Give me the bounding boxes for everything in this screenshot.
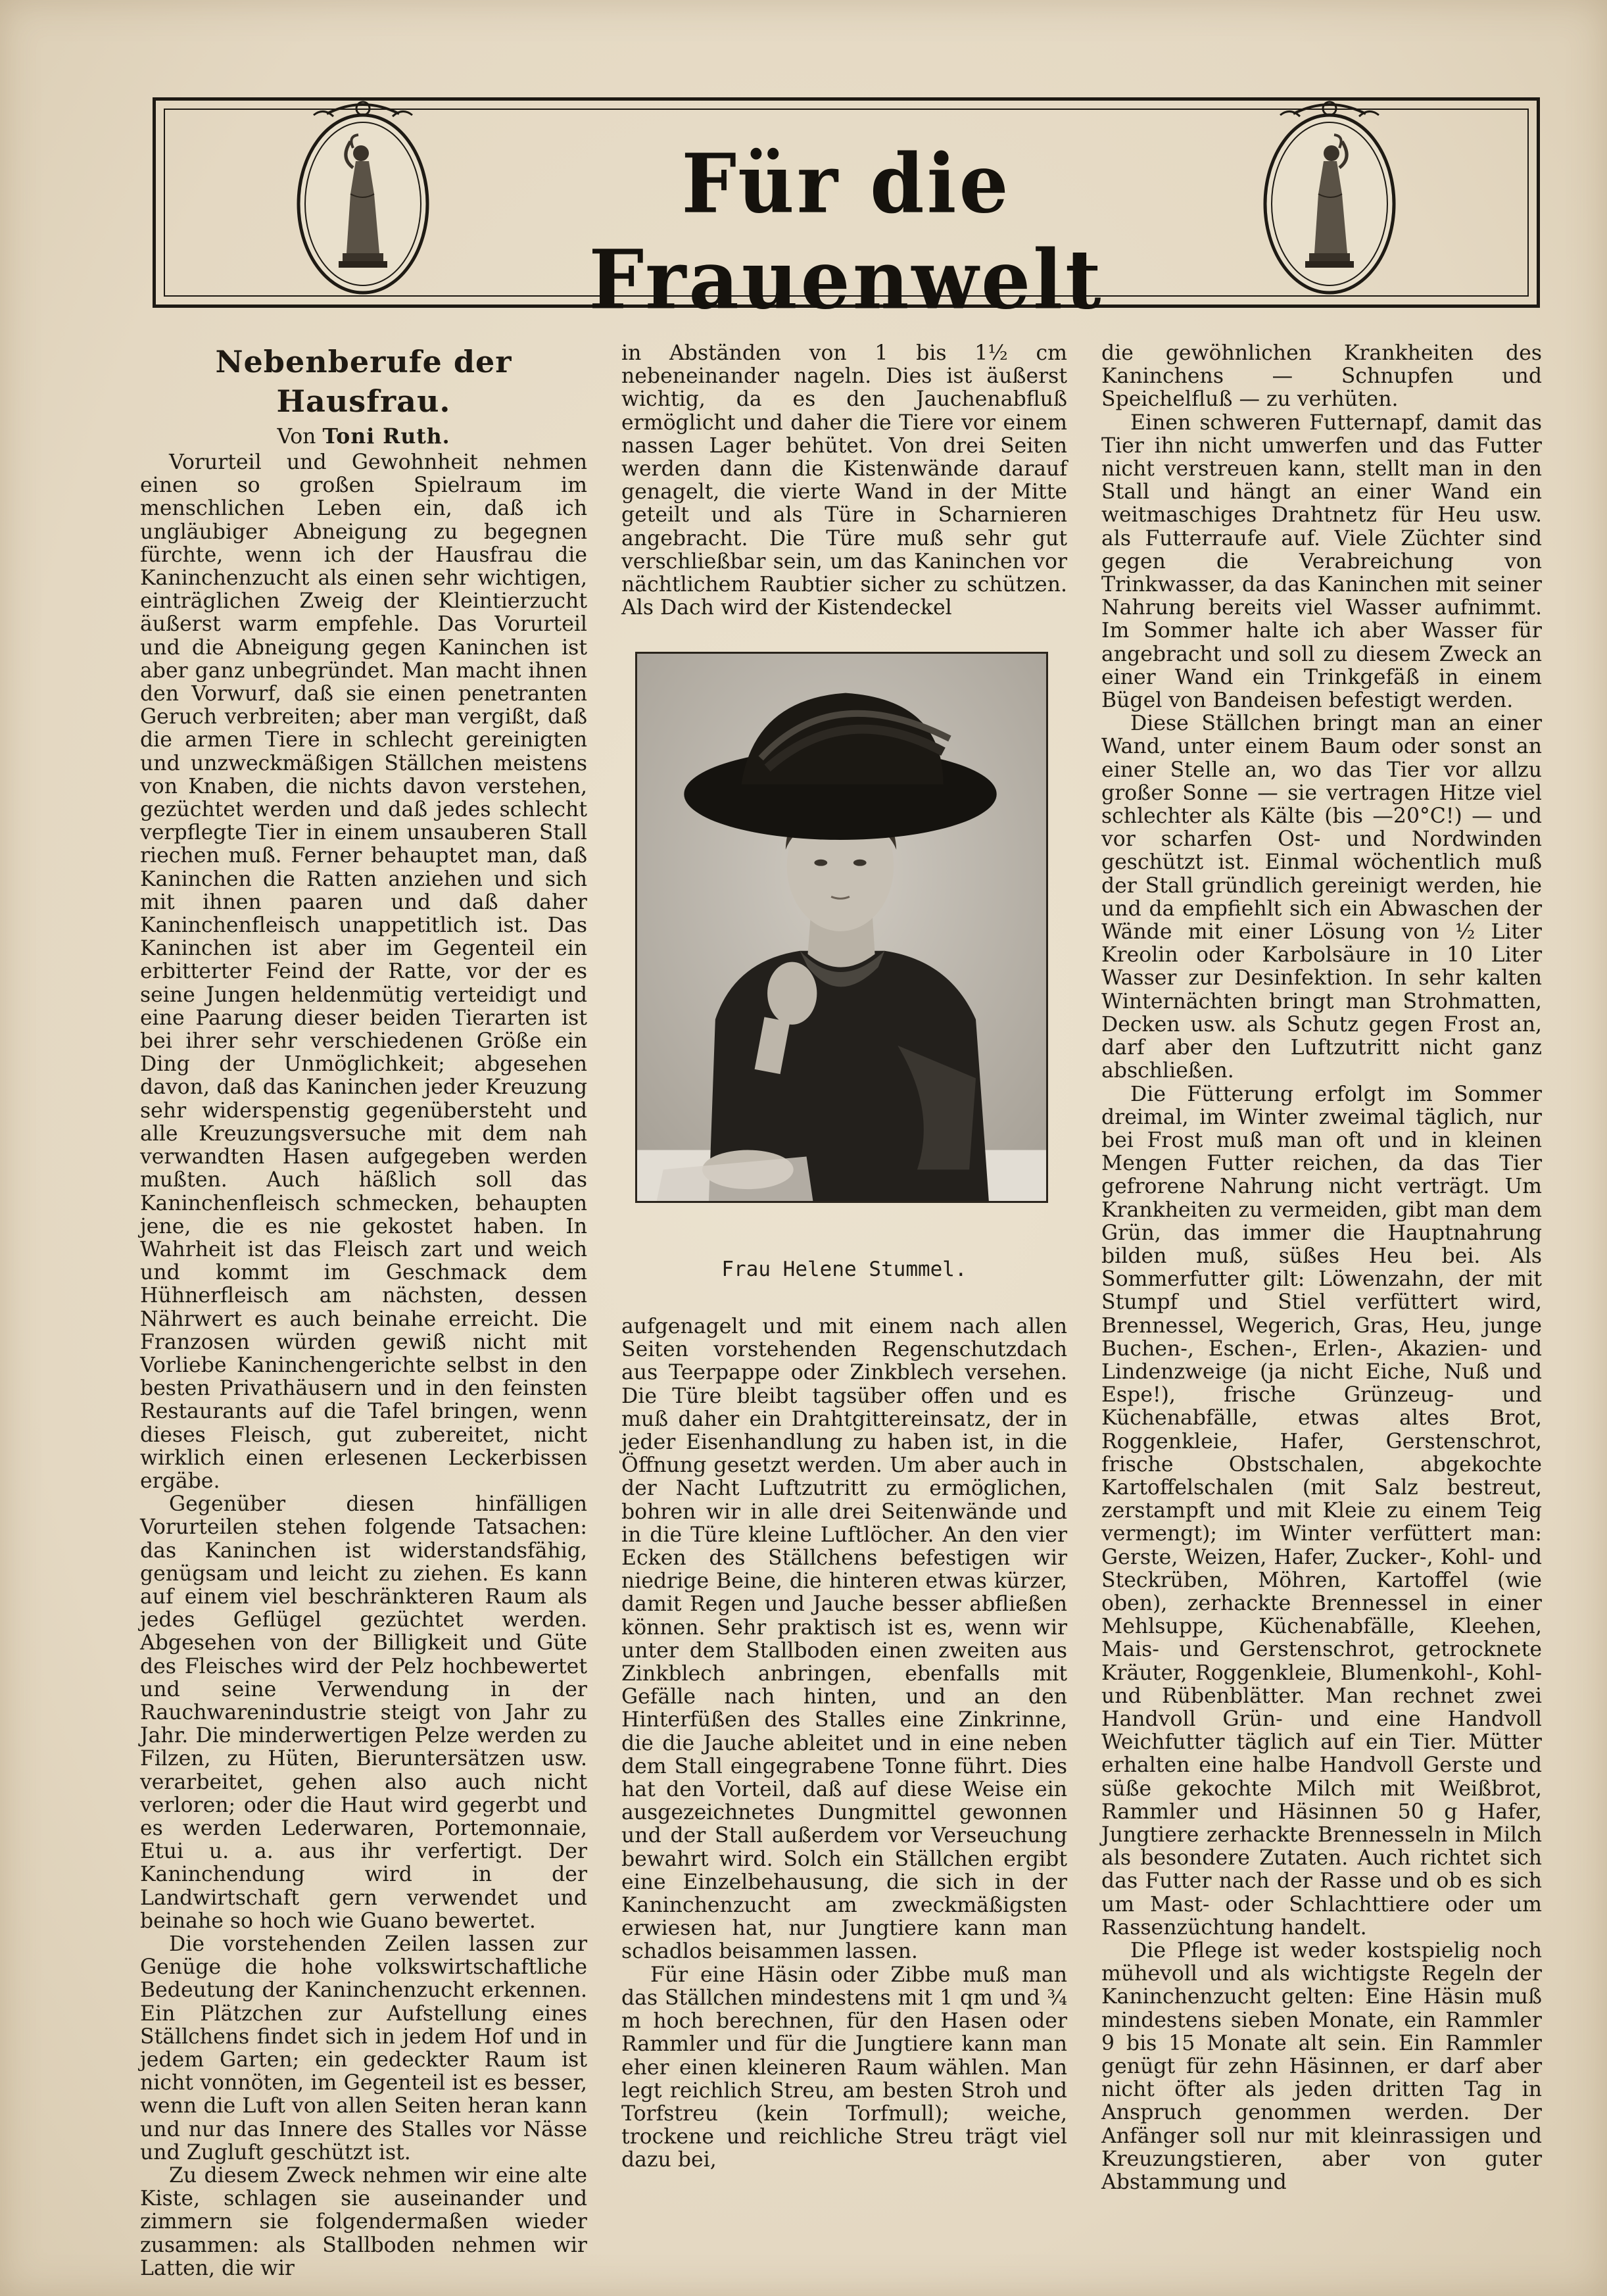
article-title: Nebenberufe der Hausfrau. (215, 344, 512, 419)
paragraph: aufgenagelt und mit einem nach allen Seiten vorstehenden Regenschutzdach aus Teerpappe oder Zinkblech versehen. Die Türe bleibt tagsüber offen und es muß daher ein Drahtgittereinsatz, der in jeder Eisenhandlung zu haben ist, in die Öffnung gesetzt werden. Um aber auch in der Nacht Luftzutritt zu ermöglichen, bohren wir in alle drei Seitenwände und in die Türe kleine Luftlöcher. An den vier Ecken des Ställchens befestigen wir niedrige Beine, die hinteren etwas kürzer, damit Regen und Jauche besser abfließen können. Sehr praktisch ist es, wenn wir unter dem Stallboden einen zweiten aus Zinkblech anbringen, ebenfalls mit Gefälle nach hinten, und an den Hinterfüßen des Stalles eine Zinkrinne, die die Jauche ableitet und in eine neben dem Stall eingegrabene Tonne führt. Dies hat den Vorteil, daß auf diese Weise ein ausgezeichnetes Dungmittel gewonnen und der Stall außerdem vor Verseuchung bewahrt wird. Solch ein Ställchen ergibt eine Einzelbehausung, die sich in der Kaninchenzucht am zweckmäßigsten erwiesen hat, nur Jungtiere kann man schadlos beisammen lassen. (621, 1315, 1067, 1964)
left-medallion-illustration (287, 95, 439, 299)
article-byline (140, 424, 587, 450)
section-header (153, 97, 1540, 328)
paragraph: Diese Ställchen bringt man an einer Wand, unter einem Baum oder sonst an einer Stelle an, wo das Tier vor allzu großer Sonne — sie vertragen Hitze viel schlechter als Kälte (bis —20°C!) — und vor scharfen Ost- und Nordwinden geschützt ist. Einmal wöchentlich muß der Stall gründlich gereinigt werden, hie und da empfiehlt sich ein Abwaschen der Wände mit einer Lösung von ½ Liter Kreolin oder Karbolsäure in 10 Liter Wasser zur Desinfektion. In sehr kalten Winternächten bringt man Strohmatten, Decken usw. als Schutz gegen Frost an, darf aber den Luftzutritt nicht ganz abschließen. (1101, 712, 1542, 1083)
paragraph: in Abständen von 1 bis 1½ cm nebeneinander nageln. Dies ist äußerst wichtig, da es den Jauchenabfluß ermöglicht und daher die Tiere vor einem nassen Lager behütet. Von drei Seiten werden dann die Kistenwände darauf genagelt, die vierte Wand in der Mitte geteilt und als Türe in Scharnieren angebracht. Die Türe muß sehr gut verschließbar sein, um das Kaninchen vor nächtlichem Raubtier sicher zu schützen. Als Dach wird der Kistendeckel (621, 341, 1067, 620)
article-column-3 (1101, 342, 1542, 2194)
paragraph: die gewöhnlichen Krankheiten des Kaninchens — Schnupfen und Speichelfluß — zu verhüten. (1101, 341, 1542, 412)
article-column-2-top (621, 342, 1067, 620)
right-medallion-illustration (1254, 95, 1405, 299)
portrait-photo (635, 652, 1048, 1203)
paragraph: Die vorstehenden Zeilen lassen zur Genüge die hohe volkswirtschaftliche Bedeutung der Kaninchenzucht erkennen. Ein Plätzchen zur Aufstellung eines Ställchens findet sich in jedem Hof und in jedem Garten; ein gedeckter Raum ist nicht vonnöten, im Gegenteil ist es besser, wenn die Luft von allen Seiten heran kann und nur das Innere des Stalles vor Nässe und Zugluft geschützt ist. (140, 1932, 587, 2164)
photo-caption: Frau Helene Stummel. (721, 1258, 967, 1281)
article-column-2-bottom (621, 1315, 1067, 2172)
paragraph: Die Fütterung erfolgt im Sommer dreimal, im Winter zweimal täglich, nur bei Frost muß man oft und in kleinen Mengen Futter reichen, da das Tier gefrorene Nahrung nicht verträgt. Um Krankheiten zu vermeiden, gibt man dem Grün, das immer die Hauptnahrung bilden muß, süßes Heu bei. Als Sommerfutter gilt: Löwenzahn, der mit Stumpf und Stiel verfüttert wird, Brennessel, Wegerich, Gras, Heu, junge Buchen-, Eschen-, Erlen-, Akazien- und Lindenzweige (ja nicht Eiche, Nuß und Espe!), frische Grünzeug- und Küchenabfälle, etwas altes Brot, Roggenkleie, Hafer, Gerstenschrot, frische Obstschalen, abgekochte Kartoffelschalen (mit Salz bestreut, zerstampft und mit Kleie zu einem Teig vermengt); im Winter verfüttert man: Gerste, Weizen, Hafer, Zucker-, Kohl- und Steckrüben, Möhren, Kartoffel (wie oben), zerhackte Brennessel in einer Mehlsuppe, Küchenabfälle, Kleehen, Mais- und Gerstenschrot, getrocknete Kräuter, Roggenkleie, Blumenkohl-, Kohl- und Rübenblätter. Man rechnet zwei Handvoll Grün- und eine Handvoll Weichfutter täglich auf ein Tier. Mütter erhalten eine halbe Handvoll Gerste und süße gekochte Milch mit Weißbrot, Rammler und Häsinnen 50 g Hafer, Jungtiere zerhackte Brennesseln in Milch als besondere Zutaten. Auch richtet sich das Futter nach der Rasse und ob es sich um Mast- oder Schlachttiere oder um Rassenzüchtung handelt. (1101, 1082, 1542, 1940)
paragraph: Einen schweren Futternapf, damit das Tier ihn nicht umwerfen und das Futter nicht verstreuen kann, stellt man in den Stall und hängt an einer Wand ein weitmaschiges Drahtnetz für Heu usw. als Futterraufe auf. Viele Züchter sind gegen die Verabreichung von Trinkwasser, da das Kaninchen mit seiner Nahrung bereits viel Wasser aufnimmt. Im Sommer halte ich aber Wasser für angebracht und soll zu diesem Zweck an einer Wand ein Trinkgefäß in einem Bügel von Bandeisen befestigt werden. (1101, 410, 1542, 713)
paragraph: Gegenüber diesen hinfälligen Vorurteilen stehen folgende Tatsachen: das Kaninchen ist widerstandsfähig, genügsam und leicht zu ziehen. Es kann auf einem viel beschränkteren Raum als jedes Geflügel gezüchtet werden. Abgesehen von der Billigkeit und Güte des Fleisches wird der Pelz hochbewertet und seine Verwendung in der Rauchwarenindustrie steigt von Jahr zu Jahr. Die minderwertigen Pelze werden zu Filzen, zu Hüten, Bieruntersätzen usw. verarbeitet, gehen also auch nicht verloren; oder die Haut wird gegerbt und es werden Lederwaren, Portemonnaie, Etui u. a. aus ihr verfertigt. Der Kaninchendung wird in der Landwirtschaft gern verwendet und beinahe so hoch wie Guano bewertet. (140, 1492, 587, 1933)
byline-author: Toni Ruth. (322, 424, 450, 449)
paragraph: Zu diesem Zweck nehmen wir eine alte Kiste, schlagen sie auseinander und zimmern sie folgendermaßen wieder zusammen: als Stallboden nehmen wir Latten, die wir (140, 2164, 587, 2280)
byline-prefix: Von (277, 425, 316, 449)
article-column-1 (140, 342, 587, 2280)
header-title: Für die Frauenwelt (588, 135, 1104, 328)
paragraph: Vorurteil und Gewohnheit nehmen einen so großen Spielraum im menschlichen Leben ein, daß ich ungläubiger Abneigung zu begegnen fürchte, wenn ich der Hausfrau die Kaninchenzucht als einen sehr wichtigen, einträglichen Zweig der Kleintierzucht äußerst warm empfehle. Das Vorurteil und die Abneigung gegen Kaninchen ist aber ganz unbegründet. Man macht ihnen den Vorwurf, daß sie einen penetranten Geruch verbreiten; aber man vergißt, daß die armen Tiere in schlecht gereinigten und unzweckmäßigen Ställchen meistens von Knaben, die nichts davon verstehen, gezüchtet werden und daß jedes schlecht verpflegte Tier in einem unsauberen Stall riechen muß. Ferner behauptet man, daß Kaninchen die Ratten anziehen und sich mit ihnen paaren und daß daher Kaninchenfleisch unappetitlich ist. Das Kaninchen ist aber im Gegenteil ein erbitterter Feind der Ratte, vor der es seine Jungen heldenmütig verteidigt und eine Paarung dieser beiden Tierarten ist bei ihrer sehr verschiedenen Größe ein Ding der Unmöglichkeit; abgesehen davon, daß das Kaninchen jeder Kreuzung sehr widerspenstig gegenübersteht und alle Kreuzungsversuche mit dem nah verwandten Hasen aufgegeben werden mußten. Auch häßlich soll das Kaninchenfleisch schmecken, behaupten jene, die es nie gekostet haben. In Wahrheit ist das Fleisch zart und weich und kommt im Geschmack dem Hühnerfleisch am nächsten, dessen Nährwert es auch beinahe erreicht. Die Franzosen würden gewiß nicht mit Vorliebe Kaninchengerichte selbst in den besten Privathäusern und in den feinsten Restaurants auf die Tafel bringen, wenn dieses Fleisch, gut zubereitet, nicht wirklich einen erlesenen Leckerbissen ergäbe. (140, 451, 587, 1493)
paragraph: Für eine Häsin oder Zibbe muß man das Ställchen mindestens mit 1 qm und ¾ m hoch berechnen, für den Hasen oder Rammler und für die Jungtiere kann man eher einen kleineren Raum wählen. Man legt reichlich Streu, am besten Stroh und Torfstreu (kein Torfmull); weiche, trockene und reichliche Streu trägt viel dazu bei, (621, 1963, 1067, 2172)
paragraph: Die Pflege ist weder kostspielig noch mühevoll und als wichtigste Regeln der Kaninchenzucht gelten: Eine Häsin muß mindestens sieben Monate, ein Rammler 9 bis 15 Monate alt sein. Ein Rammler genügt für zehn Häsinnen, er darf aber nicht öfter als jeden dritten Tag in Anspruch genommen werden. Der Anfänger soll nur mit kleinrassigen und Kreuzungstieren, aber von guter Abstammung und (1101, 1939, 1542, 2195)
